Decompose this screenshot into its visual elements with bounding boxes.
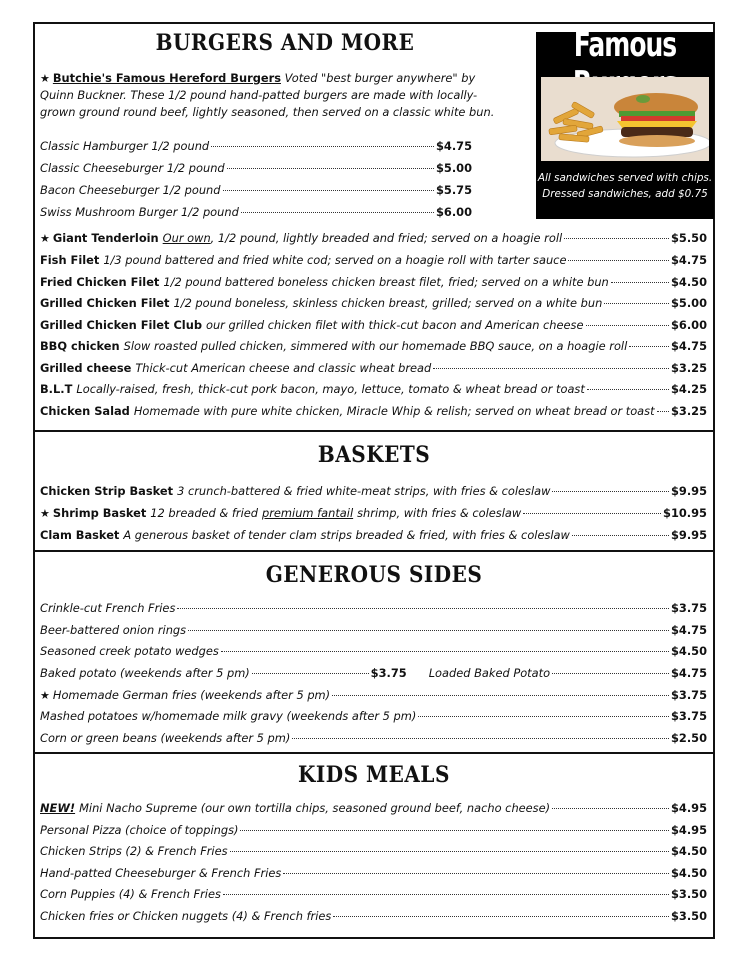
item-name: BBQ chicken bbox=[40, 339, 120, 353]
item-desc: Locally-raised, fresh, thick-cut pork bacon, mayo, lettuce, tomato & wheat bread or toast bbox=[76, 382, 585, 396]
item-price: $4.75 bbox=[670, 623, 707, 637]
item-name: Chicken Strips (2) & French Fries bbox=[40, 844, 228, 858]
menu-item bbox=[40, 707, 707, 725]
menu-item bbox=[40, 482, 707, 500]
dot-leader bbox=[292, 738, 669, 739]
section-heading: GENEROUS SIDES bbox=[265, 560, 483, 588]
item-name: Chicken fries or Chicken nuggets (4) & French fries bbox=[40, 909, 332, 923]
star-icon: ★ bbox=[40, 507, 50, 520]
dot-leader bbox=[221, 651, 669, 652]
item-price: $3.50 bbox=[670, 909, 707, 923]
item-price: $3.25 bbox=[670, 404, 707, 418]
dot-leader bbox=[587, 389, 669, 390]
item-name: Chicken Salad bbox=[40, 404, 130, 418]
item-name: Mini Nacho Supreme (our own tortilla chips, seasoned ground beef, nacho cheese) bbox=[79, 801, 551, 815]
dot-leader bbox=[241, 212, 434, 213]
burger-illustration bbox=[541, 77, 709, 161]
menu-item bbox=[40, 526, 707, 544]
dot-leader bbox=[604, 303, 669, 304]
item-desc: , 1/2 pound, lightly breaded and fried; served on a hoagie roll bbox=[210, 231, 563, 245]
item-price: $4.95 bbox=[670, 801, 707, 815]
menu-item bbox=[40, 842, 707, 860]
menu-item bbox=[40, 181, 472, 199]
promo-title: Famous bbox=[573, 24, 677, 64]
new-badge: NEW! bbox=[40, 801, 76, 815]
dot-leader bbox=[523, 513, 661, 514]
item-name: Grilled Chicken Filet Club bbox=[40, 318, 202, 332]
item-price: $4.95 bbox=[670, 823, 707, 837]
item-price: $5.00 bbox=[670, 296, 707, 310]
kids-section bbox=[35, 754, 713, 939]
item-name: Swiss Mushroom Burger 1/2 pound bbox=[40, 205, 239, 219]
menu-item bbox=[40, 864, 707, 882]
menu-item bbox=[40, 337, 707, 355]
item-price: $4.50 bbox=[670, 844, 707, 858]
item-price: $6.00 bbox=[670, 318, 707, 332]
dot-leader bbox=[177, 608, 669, 609]
promo-note-line: All sandwiches served with chips. bbox=[537, 172, 713, 184]
dot-leader bbox=[252, 673, 369, 674]
item-name: Corn or green beans (weekends after 5 pm) bbox=[40, 731, 291, 745]
dot-leader bbox=[418, 716, 669, 717]
dot-leader bbox=[332, 695, 669, 696]
item-price: $3.50 bbox=[670, 887, 707, 901]
item-name: Fried Chicken Filet bbox=[40, 275, 160, 289]
item-price: $4.75 bbox=[670, 666, 707, 680]
item-name: Personal Pizza (choice of toppings) bbox=[40, 823, 239, 837]
sides-section bbox=[35, 552, 713, 752]
menu-item bbox=[40, 229, 707, 247]
item-name: Shrimp Basket bbox=[52, 506, 147, 520]
famous-burgers-promo bbox=[536, 24, 714, 219]
item-price: $4.75 bbox=[670, 253, 707, 267]
item-price: $5.50 bbox=[670, 231, 707, 245]
item-name: Hand-patted Cheeseburger & French Fries bbox=[40, 866, 282, 880]
menu-item bbox=[40, 294, 707, 312]
menu-item bbox=[40, 686, 707, 704]
dot-leader bbox=[611, 282, 669, 283]
item-name: Beer-battered onion rings bbox=[40, 623, 187, 637]
dot-leader bbox=[552, 491, 669, 492]
menu-item bbox=[40, 251, 707, 269]
item-price: $3.75 bbox=[670, 709, 707, 723]
item-price: $4.25 bbox=[670, 382, 707, 396]
menu-item bbox=[40, 316, 707, 334]
dot-leader bbox=[586, 325, 669, 326]
dot-leader bbox=[283, 873, 669, 874]
item-name: Giant Tenderloin bbox=[52, 231, 159, 245]
star-icon: ★ bbox=[40, 689, 50, 702]
menu-sheet bbox=[33, 22, 715, 939]
star-icon: ★ bbox=[40, 232, 50, 245]
burger-photo-icon bbox=[541, 77, 709, 161]
item-price: $6.00 bbox=[435, 205, 472, 219]
item-desc: Homemade with pure white chicken, Miracle Whip & relish; served on wheat bread or toast bbox=[133, 404, 655, 418]
dot-leader bbox=[333, 916, 669, 917]
item-desc: Slow roasted pulled chicken, simmered with our homemade BBQ sauce, on a hoagie roll bbox=[123, 339, 628, 353]
item-price: $4.75 bbox=[670, 339, 707, 353]
item-name: Mashed potatoes w/homemade milk gravy (weekends after 5 pm) bbox=[40, 709, 417, 723]
item-price: $3.75 bbox=[670, 601, 707, 615]
dot-leader bbox=[433, 368, 669, 369]
dot-leader bbox=[223, 894, 669, 895]
item-price: $4.50 bbox=[670, 866, 707, 880]
dot-leader bbox=[564, 238, 669, 239]
dot-leader bbox=[552, 673, 669, 674]
promo-note-line: Dressed sandwiches, add $0.75 bbox=[542, 188, 708, 200]
menu-item bbox=[40, 137, 472, 155]
item-name: Chicken Strip Basket bbox=[40, 484, 174, 498]
item-name: Crinkle-cut French Fries bbox=[40, 601, 176, 615]
dot-leader bbox=[188, 630, 669, 631]
menu-item bbox=[40, 729, 707, 747]
item-desc: our grilled chicken filet with thick-cut bacon and American cheese bbox=[205, 318, 584, 332]
item-name: Seasoned creek potato wedges bbox=[40, 644, 219, 658]
dot-leader bbox=[223, 190, 434, 191]
burgers-section bbox=[35, 24, 713, 430]
menu-item bbox=[40, 621, 707, 639]
menu-item bbox=[40, 380, 707, 398]
menu-item bbox=[40, 664, 707, 682]
item-desc: A generous basket of tender clam strips breaded & fried, with fries & coleslaw bbox=[123, 528, 570, 542]
menu-item bbox=[40, 885, 707, 903]
item-name: Classic Cheeseburger 1/2 pound bbox=[40, 161, 225, 175]
item-price: $2.50 bbox=[670, 731, 707, 745]
item-name: Grilled Chicken Filet bbox=[40, 296, 170, 310]
item-price: $3.25 bbox=[670, 361, 707, 375]
item-price: $9.95 bbox=[670, 484, 707, 498]
dot-leader bbox=[227, 168, 434, 169]
item-name: Loaded Baked Potato bbox=[428, 666, 551, 680]
menu-item bbox=[40, 359, 707, 377]
item-name: Clam Basket bbox=[40, 528, 120, 542]
item-name: Classic Hamburger 1/2 pound bbox=[40, 139, 210, 153]
section-heading: KIDS MEALS bbox=[298, 760, 450, 788]
item-name: Fish Filet bbox=[40, 253, 100, 267]
item-highlight: premium fantail bbox=[262, 506, 354, 520]
item-price: $9.95 bbox=[670, 528, 707, 542]
item-desc: 3 crunch-battered & fried white-meat strips, with fries & coleslaw bbox=[177, 484, 551, 498]
menu-item bbox=[40, 599, 707, 617]
item-name: Baked potato (weekends after 5 pm) bbox=[40, 666, 250, 680]
promo-note bbox=[536, 170, 714, 202]
dot-leader bbox=[572, 535, 669, 536]
star-icon: ★ bbox=[40, 72, 50, 85]
dot-leader bbox=[568, 260, 669, 261]
intro-name: Butchie's Famous Hereford Burgers bbox=[52, 71, 281, 85]
menu-item bbox=[40, 402, 707, 420]
item-price: $4.75 bbox=[435, 139, 472, 153]
item-price: $4.50 bbox=[670, 644, 707, 658]
item-desc: 1/2 pound battered boneless chicken breast filet, fried; served on a white bun bbox=[163, 275, 609, 289]
menu-item bbox=[40, 821, 707, 839]
item-price: $5.00 bbox=[435, 161, 472, 175]
item-desc: 1/2 pound boneless, skinless chicken breast, grilled; served on a white bun bbox=[173, 296, 603, 310]
dot-leader bbox=[211, 146, 434, 147]
dot-leader bbox=[230, 851, 669, 852]
dot-leader bbox=[629, 346, 669, 347]
item-price: $3.75 bbox=[670, 688, 707, 702]
menu-item bbox=[40, 203, 472, 221]
burgers-intro bbox=[40, 70, 500, 121]
menu-item bbox=[40, 159, 472, 177]
menu-item bbox=[40, 642, 707, 660]
item-desc: 12 breaded & fried bbox=[150, 506, 259, 520]
item-name: Corn Puppies (4) & French Fries bbox=[40, 887, 221, 901]
dot-leader bbox=[240, 830, 668, 831]
item-price: $5.75 bbox=[435, 183, 472, 197]
section-heading: BURGERS AND MORE bbox=[155, 28, 415, 56]
baskets-section bbox=[35, 432, 713, 550]
item-price: $10.95 bbox=[663, 506, 707, 520]
item-price: $3.75 bbox=[370, 666, 407, 680]
menu-item bbox=[40, 799, 707, 817]
item-desc: shrimp, with fries & coleslaw bbox=[357, 506, 522, 520]
item-name: Bacon Cheeseburger 1/2 pound bbox=[40, 183, 221, 197]
intro-text: Voted "best burger anywhere" by Quinn Buckner. These 1/2 pound hand-patted burgers are made with locally-grown ground round beef, lightly seasoned, then served on a classic white bun. bbox=[40, 71, 495, 119]
item-name: Grilled cheese bbox=[40, 361, 132, 375]
menu-item bbox=[40, 907, 707, 925]
section-heading: BASKETS bbox=[317, 440, 431, 468]
item-desc: 1/3 pound battered and fried white cod; served on a hoagie roll with tarter sauce bbox=[103, 253, 567, 267]
item-desc: Thick-cut American cheese and classic wheat bread bbox=[135, 361, 432, 375]
dot-leader bbox=[657, 411, 669, 412]
item-name: Homemade German fries (weekends after 5 pm) bbox=[52, 688, 331, 702]
item-name: B.L.T bbox=[40, 382, 73, 396]
dot-leader bbox=[552, 808, 669, 809]
item-price: $4.50 bbox=[670, 275, 707, 289]
menu-item bbox=[40, 504, 707, 522]
menu-item bbox=[40, 273, 707, 291]
item-highlight: Our own bbox=[162, 231, 211, 245]
